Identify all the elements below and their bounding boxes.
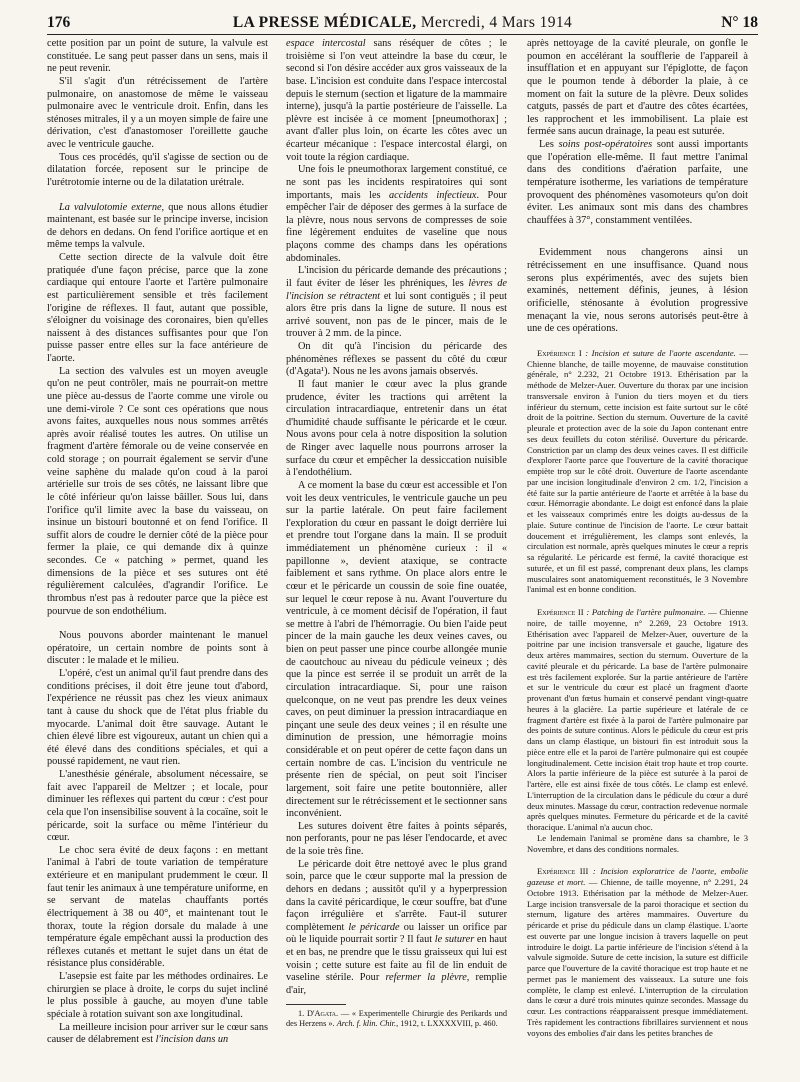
text-run: Le péricarde doit être nettoyé avec le plus grand soin, parce que le cœur supporte mal la pression de dehors en dedans ; aussitôt qu'il y a hyperpression dans la cavité péricardique, le cœur souffre, bat d'une façon irrégulière et s'arrête. Faut-il suturer complètement xyxy=(286,858,507,933)
paragraph xyxy=(527,348,748,595)
emphasis: soins post-opératoires xyxy=(558,139,653,150)
text-run: que nous allons étudier maintenant, est basée sur le principe inverse, incision de dehors en dedans. On fend l'orifice aortique et en même temps la valvule. xyxy=(47,201,268,251)
text-run: D'Agata xyxy=(306,1008,336,1018)
text-run: sont aussi importants que l'opération elle-même. Il faut mettre l'animal dans des conditions d'aération parfaite, une température isotherme, les variations de température provoquent des phénomènes vasomoteurs qu'on doit éviter. Les animaux sont mis dans des chambres chauffées à 37°, constamment ventilées. xyxy=(527,139,748,226)
paragraph: L'opéré, c'est un animal qu'il faut prendre dans des conditions précises, il doit être jeune tout d'abord, l'expérience ne réussit pas chez les vieux animaux tant à cause du shock que de l'état plus friable du myocarde. L'animal doit être sauvage. Autant le chien élevé libre est vigoureux, autant un chien qui a été élevé dans des conditions spéciales, et qui a poussé rapidement, ne vaut rien. xyxy=(47,668,268,768)
paragraph: Nous pouvons aborder maintenant le manuel opératoire, un certain nombre de points sont à discuter : le malade et le milieu. xyxy=(47,630,268,667)
paragraph xyxy=(47,1022,268,1047)
text-run: ou laisser un orifice par où le liquide pourrait sortir ? Il faut xyxy=(286,921,507,946)
emphasis: espace intercostal xyxy=(286,38,366,49)
emphasis: : Patching de l'artère pulmonaire. xyxy=(583,607,706,617)
footnote-divider xyxy=(286,1004,346,1005)
text-run: en haut et en bas, ne prendre que le tissu graisseux qui lui est voisin ; cette suture est faite au fil de lin enduit de vaseline stérile. Pour xyxy=(286,934,507,984)
paragraph xyxy=(527,139,748,227)
emphasis: le suturer xyxy=(434,934,475,946)
column-2 xyxy=(286,38,507,1078)
paragraph xyxy=(286,38,507,164)
paragraph xyxy=(286,859,507,998)
text-run: . — « Experimentelle Chirurgie des Perikards und des Herzens ». xyxy=(286,1008,507,1028)
paragraph: S'il s'agit d'un rétrécissement de l'artère pulmonaire, on anastomose de même le vaisseau pulmonaire avec le ventricule droit. Enfin, dans les sténoses mitrales, il y a un moyen simple de faire une dérivation, c'est d'anastomoser l'oreillette gauche avec le ventricule gauche. xyxy=(47,75,268,150)
emphasis: l'incision dans un xyxy=(155,1034,229,1046)
paragraph: Les sutures doivent être faites à points séparés, non perforants, pour ne pas léser l'endocarde, et avec de la soie très fine. xyxy=(286,820,507,857)
paragraph: Il faut manier le cœur avec la plus grande prudence, éviter les tractions qui arrêtent la circulation intracardiaque, entretenir dans un état d'humidité chaude suffisante le péricarde et le cœur. Nous avons pour cela à notre disposition la solution de Ringer avec laquelle nous pourrons arroser la surface du cœur et empêcher la dessiccation nuisible à l'endothélium. xyxy=(286,378,507,479)
paragraph: On dit qu'à l'incision du péricarde des phénomènes réflexes se passent du côté du cœur (d'Agata¹). Nous ne les avons jamais observés. xyxy=(286,341,507,378)
text-run: et lui sont contiguës ; il peut alors être pris dans la ligne de suture. Il nous est arrivé souvent, non pas de le pincer, mais de le trouver à 2 mm. de la pince. xyxy=(286,290,507,340)
text-run: — Chienne, de taille moyenne, n° 2.291, 24 Octobre 1913. Ethérisation par la méthode de Melzer-Auer. Large incision transversale de la paroi thoracique et section du sternum, ligature des artères mammaires. Ouverture du péricarde et prise du pédicule dans un clamp élastique. L'aorte est ouverte par une longue incision à travers laquelle on peut introduire le doigt. La partie inférieure de l'incision s'étend à la valvule sigmoïde. Suture de cette incision, la suture est difficile parce que l'ouverture de la cavité thoracique est trop haute et ne permet pas le maniement des vaisseaux. La suture une fois complète, le clamp est enlevé. L'interruption de la circulation dans le cœur a duré trois minutes quinze secondes. Massage du cœur. Les contractions réapparaissent presque immédiatement. Très rapidement les contractions fibrillaires surviennent et nous voyons des embolies d'air dans les petites branches de xyxy=(527,877,748,1038)
text-run: — Chienne blanche, de taille moyenne, de mauvaise constitution générale, n° 2.232, 21 Octobre 1913. Ethérisation par la méthode de Melzer-Auer. Ouverture du thorax par une incision transversale environ à l'union du tiers moyen et du tiers inférieur du sternum, cette incision est faite surtout sur le côté droit de la poitrine. Section du sternum. Ouverture de la cavité pleurale et protection avec de la soie du Japon contenant entre ses deux feuillets du coton stérilisé. Ouverture du péricarde. Constriction par un clamp des deux veines caves. Il est difficile d'explorer l'aorte parce que l'ouverture de la cavité thoracique empiète trop sur le côté droit. Ouverture de l'aorte ascendante par une incision longitudinale d'environ 2 cm. 1/2, l'incision a été faite sur la partie antérieure de l'aorte et arrêtée à la base du cœur. Hémorragie abondante. Le doigt est enfoncé dans la plaie et les vaisseaux comprimés entre les doigts au-dessus de la plaie. Suture continue de l'incision de l'aorte. Le cœur battait doucement et irrégulièrement, les clamps sont enlevés, la circulation est normale, après quelques minutes le cœur a repris sa régularité. Le péricarde est fermé, la cavité thoracique est suturée, et un fil est passé, comprenant deux plans, les clamps musculaires sont anatomiquement reconstitués, le 3 Novembre l'animal est en bonne condition. xyxy=(527,347,748,595)
emphasis: refermer la plèvre xyxy=(385,972,467,984)
text-run: Une fois le pneumothorax largement constitué, ce ne sont pas les incidents respiratoires qui sont importants, mais les xyxy=(286,164,507,201)
text-run: sans réséquer de côtes ; le troisième si l'on veut atteindre la base du cœur, le second si l'on désire accéder aux gros vaisseaux de la base. L'incision est conduite dans l'espace intercostal depuis le sternum (section et ligature de la mammaire interne), jusqu'à la partie postérieure de l'aisselle. La plèvre est incisée à ce moment [pneumothorax] ; avant d'aller plus loin, on écarte les côtes avec un écarteur mécanique : l'espace intercostal élargi, on voit toute la région cardiaque. xyxy=(286,38,507,163)
paragraph: Le choc sera évité de deux façons : en mettant l'animal à l'abri de toute variation de température extérieure et en manipulant prudemment le cœur. Il faut tenir les animaux à une température uniforme, en se servant de matelas chauffants portés électriquement à 38 ou 40°, et maintenant tout le thorax, toute la région dorsale du malade à une température égale empêchant aussi la production des réflexes cutanés et mettant le sujet dans un état de résistance plus considérable. xyxy=(47,844,268,970)
experiment-title: Expérience I xyxy=(537,347,582,358)
page-number: 176 xyxy=(47,14,71,31)
paragraph xyxy=(527,866,748,1038)
footnote xyxy=(286,1009,507,1029)
paragraph: cette position par un point de suture, la valvule est constituée. Le sang peut passer dans un sens, mais il ne peut revenir. xyxy=(47,38,268,75)
text-run: Les xyxy=(539,139,559,150)
experiment-1 xyxy=(527,348,748,595)
text-run: L'incision du péricarde demande des précautions ; il faut éviter de léser les phréniques, les xyxy=(286,265,507,289)
column-3 xyxy=(527,38,748,1078)
paragraph: Cette section directe de la valvule doit être pratiquée d'une façon précise, parce que la zone cardiaque qui entoure l'aorte et l'artère pulmonaire est particulièrement sensible et très facilement l'origine de réflexes. Il faut, autant que possible, s'éloigner du voisinage des coronaires, bien qu'elles naissent à des distances suffisantes pour que l'on puisse passer entre elles sur la face antérieure de l'aorte. xyxy=(47,252,268,364)
emphasis: le péricarde xyxy=(348,921,400,933)
paragraph: L'asepsie est faite par les méthodes ordinaires. Le chirurgien se place à droite, le corps du sujet incliné le plus possible à gauche, au moyen d'une table spéciale à rotation suivant son axe longitudinal. xyxy=(47,971,268,1020)
paragraph: A ce moment la base du cœur est accessible et l'on voit les deux ventricules, le ventricule gauche un peu sur la partie latérale. On peut faire facilement l'exploration du cœur en passant le doigt derrière lui et prendre tout l'organe dans la main. Il se produit immédiatement un phénomène curieux : il « papillonne », devient ataxique, se contracte faiblement et sans rythme. On place alors entre le cœur et le péricarde un coussin de soie fine ouatée, sur lequel le cœur repose à nu. Avant l'ouverture du ventricule, à ce moment décisif de l'opération, il faut se mettre à l'abri de l'hémorragie. Ou bien l'aide peut pincer de la main gauche les deux veines caves, ou bien on peut passer une pince courbe allongée munie de caoutchouc au niveau du pédicule veineux ; dès que la pince est serrée il se produit un arrêt de la circulation intracardiaque. Si, pour une raison quelconque, on ne veut pas prendre les deux veines caves, on peut diminuer la pression intracardiaque en pinçant une seule des deux veines ; il en résulte une diminution de pression, une hémorragie moins considérable et on peut opérer de cette façon dans un certain nombre de cas. L'incision du ventricule ne présente rien de spécial, on peut soit l'inciser largement, soit faire une petite boutonnière, aller directement sur le rétrécissement et le sectionner sans inconvénient. xyxy=(286,479,507,820)
paragraph: Evidemment nous changerons ainsi un rétrécissement en une insuffisance. Quand nous serons plus expérimentés, avec des sujets bien examinés, nettement définis, jeunes, à lésion orificielle, sténosante à évolution progressive menaçant la vie, nous serons autorisés peut-être à une de ces opérations. xyxy=(527,247,748,335)
journal-name: LA PRESSE MÉDICALE, xyxy=(232,14,417,31)
text-run: — Chienne noire, de taille moyenne, n° 2.269, 23 Octobre 1913. Ethérisation avec l'appareil de Melzer-Auer, ouverture de la poitrine par une incision transversale et gauche, ligature des deux artères mammaires, section du sternum. Ouverture de la cavité pleurale et du péricarde. La base de l'artère pulmonaire est très facilement explorée. Sur la partie antérieure de l'artère et sur le ventricule du cœur est placé un fragment d'aorte provenant d'un fœtus humain et conservé pendant vingt-quatre heures à la glacière. La partie supérieure et latérale de ce fragment d'artère est fixée à la paroi de l'artère pulmonaire par des points de suture continus. Alors le pédicule du cœur est pris dans un clamp élastique, un bistouri fin est introduit sous la pièce entre elle et la paroi de l'artère pulmonaire qui est coupée longitudinalement. Cette incision était trop haute et trop courte. Alors la partie inférieure de la pièce est suturée à la paroi de l'artère, elle est ainsi fixée de tous côtés. Le clamp est enlevé. L'interruption de la circulation dans le pédicule du cœur a duré deux minutes. Massage du cœur, contraction redevenue normale après quelques minutes. Fermeture du péricarde et de la cavité thoracique. L'animal n'a aucun choc. xyxy=(527,607,748,832)
emphasis: La valvulotomie externe, xyxy=(59,201,165,213)
text-run: La meilleure incision pour arriver sur le cœur sans causer de délabrement est xyxy=(47,1021,268,1046)
issue-number: N° 18 xyxy=(721,14,758,31)
page-header xyxy=(47,12,758,35)
experiment-2 xyxy=(527,607,748,854)
paragraph xyxy=(47,202,268,253)
text-run: 1. xyxy=(298,1008,307,1018)
text-run: , remplie d'air, xyxy=(286,972,507,996)
paragraph xyxy=(286,265,507,341)
paragraph xyxy=(527,607,748,833)
experiment-3 xyxy=(527,866,748,1038)
experiment-title: Expérience III xyxy=(537,866,589,877)
experiment-title: Expérience II xyxy=(537,607,584,617)
text-run: . Pour empêcher l'air de déposer des germes à la surface de la plèvre, nous nous servons de compresses de soie fine légèrement enduites de vaseline que nous plaçons comme des champs dans les opérations abdominales. xyxy=(286,189,507,264)
emphasis: : Incision exploratrice de l'aorte, embolie gazeuse et mort. xyxy=(527,866,748,887)
emphasis: accidents infectieux xyxy=(389,189,477,201)
paragraph: Tous ces procédés, qu'il s'agisse de section ou de dilatation forcée, reposent sur le principe de l'urétrotomie interne ou de la dilatation urétrale. xyxy=(47,151,268,188)
paragraph: La section des valvules est un moyen aveugle qu'on ne peut contrôler, mais ne pourrait-on mettre une pièce au-dessus de l'aorte comme une virole ou une demi-virole ? Ce sont ces opérations que nous avons faites, auxquelles nous nous sommes arrêtés après avoir réalisé toutes les autres. On utilise un fragment d'artère fémorale ou de veine conservée en cold storage ; on pourrait également se servir d'une veine saphène du malade qu'on coud à la paroi artérielle sur trois de ses côtés, ne laissant libre que le côté inférieur qu'on laisse bâiller. Sous lui, dans l'orifice qu'il limite avec la base du vaisseau, on insinue un bistouri boutonné et on fend l'orifice. Il suffit alors de coudre le dernier côté de la pièce pour fermer la plaie, ce qui demande dix à quinze secondes. Ce « patching » permet, quand les dimensions de la pièce et ses sutures ont été régulièrement calculées, d'agrandir l'orifice. Le thrombus n'est pas à redouter parce que la pièce est pourvue de son endothélium. xyxy=(47,365,268,617)
column-1 xyxy=(47,38,268,1078)
emphasis: Arch. f. klin. Chir. xyxy=(336,1018,397,1028)
issue-date: Mercredi, 4 Mars 1914 xyxy=(420,14,573,31)
paragraph: après nettoyage de la cavité pleurale, on gonfle le poumon en accélérant la soufflerie de l'appareil à insufflation et en appuyant sur l'épiglotte, de façon que le poumon tende à déborder la plaie, à ce moment on fait la suture de la plèvre. Deux solides catguts, passés de part et d'autre des côtes écartées, les rapprochent et les immobilisent. La plaie est fermée sans aucun drainage, la peau est suturée. xyxy=(527,38,748,138)
emphasis: : Incision et suture de l'aorte ascendante. xyxy=(581,347,736,358)
paragraph: Le lendemain l'animal se promène dans sa chambre, le 3 Novembre, et dans des conditions normales. xyxy=(527,832,748,854)
text-run: , 1912, t. LXXXXVIII, p. 460. xyxy=(396,1018,498,1028)
running-title xyxy=(47,12,758,34)
emphasis: lèvres de l'incision se rétractent xyxy=(286,277,507,302)
paragraph: L'anesthésie générale, absolument nécessaire, se fait avec l'appareil de Meltzer ; et locale, pour diminuer les réflexes qui partent du cœur : c'est pour cela que l'on insensibilise souvent à la cocaïne, soit le péricarde, soit la surface ou même l'intérieur du cœur. xyxy=(47,769,268,844)
paragraph xyxy=(286,164,507,265)
